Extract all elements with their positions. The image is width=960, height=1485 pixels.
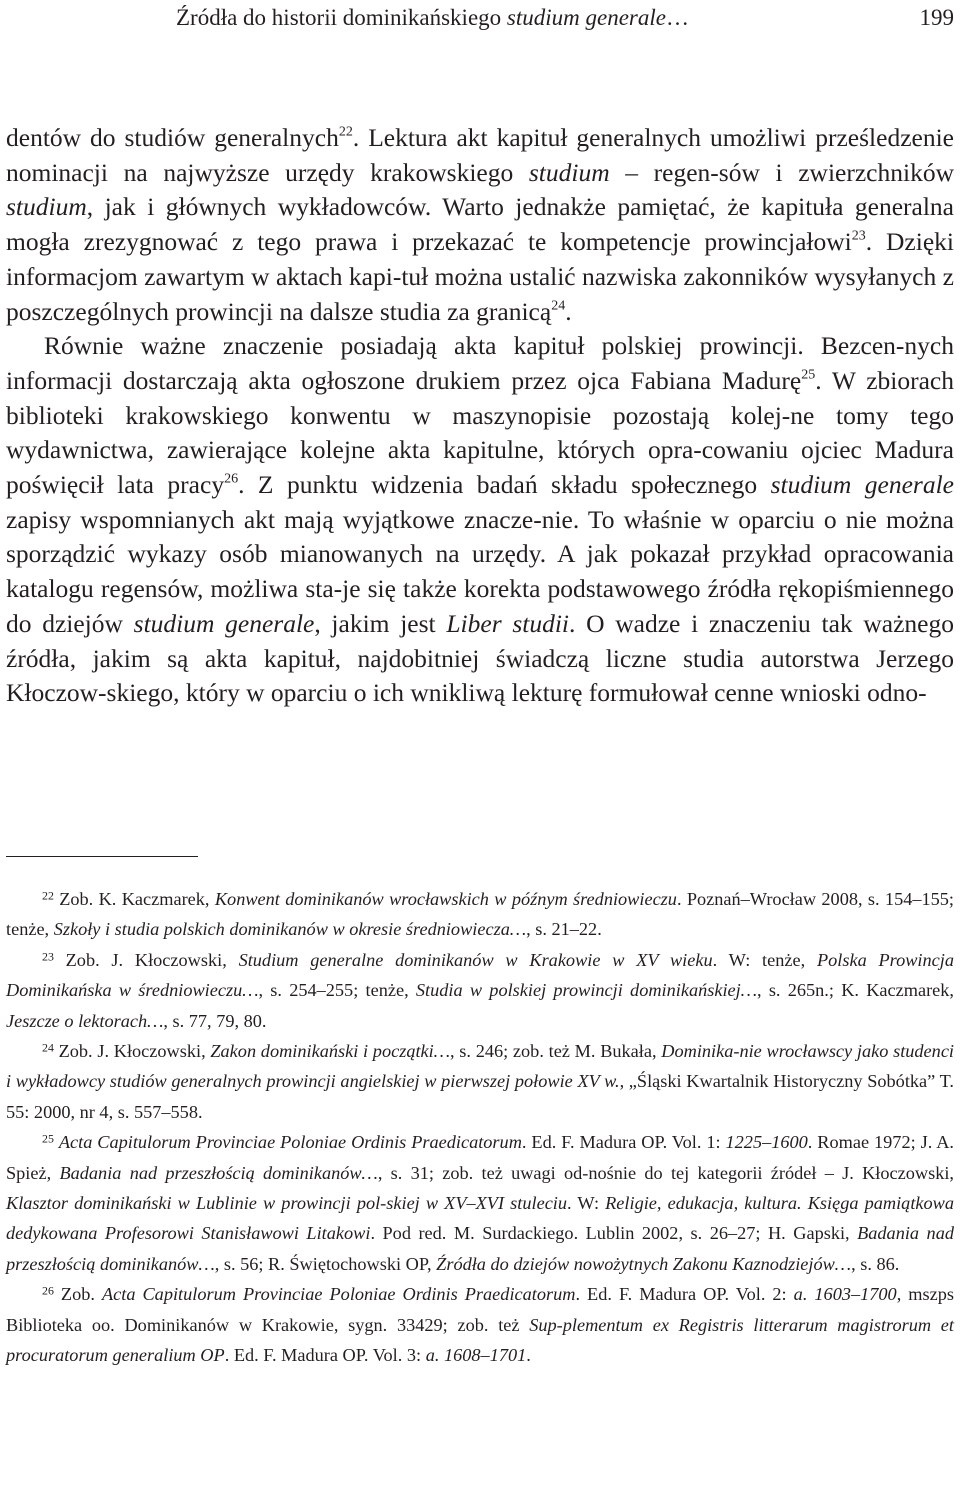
- footnote-26: $^{26}$ Zob. Acta Capitulorum Provinciae Poloniae Ordinis Praedicatorum. Ed. F. Madura OP. Vol. 2: a. 1603–1700, mszps Biblioteka oo. Dominikanów w Krakowie, sygn. 33429; zob. też Sup-plementum ex Registris litterarum magistrorum et procuratorum generalium OP. Ed. F. Madura OP. Vol. 3: a. 1608–1701.: [6, 1283, 954, 1366]
- footnote-ref-25[interactable]: 25: [801, 367, 816, 383]
- footnote-25: $^{25}$ Acta Capitulorum Provinciae Poloniae Ordinis Praedicatorum. Ed. F. Madura OP. Vol. 1: 1225–1600. Romae 1972; J. A. Spież, Badania nad przeszłością dominikanów…, s. 31; zob. też uwagi od-nośnie do tej kategorii źródeł – J. Kłoczowski, Klasztor dominikański w Lublinie w prowincji pol-skiej w XV–XVI stuleciu. W: Religie, edukacja, kultura. Księga pamiątkowa dedykowana Profesorowi Stanisławowi Litakowi. Pod red. M. Surdackiego. Lublin 2002, s. 26–27; H. Gapski, Badania nad przeszłością dominikanów…, s. 56; R. Świętochowski OP, Źródła do dziejów nowożytnych Zakonu Kaznodziejów…, s. 86.: [6, 1131, 954, 1274]
- paragraph-1: dentów do studiów generalnych$^{22}$. Lektura akt kapituł generalnych umożliwi prześledzenie nominacji na najwyższe urzędy krakowskiego studium – regen-sów i zwierzchników studium, jak i głównych wykładowców. Warto jednakże pamiętać, że kapituła generalna mogła zrezygnować z tego prawa i przekazać te kompetencje prowincjałowi$^{23}$. Dzięki informacjom zawartym w aktach kapi-tuł można ustalić nazwiska zakonników wysyłanych z poszczególnych prowincji na dalsze studia za granicą$^{24}$.: [6, 123, 955, 326]
- running-title: Źródła do historii dominikańskiego studium generale…: [176, 5, 689, 30]
- paragraph-2: Równie ważne znaczenie posiadają akta kapituł polskiej prowincji. Bezcen-nych informacji dostarczają akta ogłoszone drukiem przez ojca Fabiana Madurę$^{25}$. W zbiorach biblioteki krakowskiego konwentu w maszynopisie pozostają kolej-ne tomy tego wydawnictwa, zawierające kolejne akta kapitulne, których opra-cowaniu ojciec Madura poświęcił lata pracy$^{26}$. Z punktu widzenia badań składu społecznego studium generale zapisy wspomnianych akt mają wyjątkowe znacze-nie. To właśnie w oparciu o nie można sporządzić wykazy osób mianowanych na urzędy. A jak pokazał przykład opracowania katalogu regensów, możliwa sta-je się także korekta podstawowego źródła rękopiśmiennego do dziejów studium generale, jakim jest Liber studii. O wadze i znaczeniu tak ważnego źródła, jakim są akta kapituł, najdobitniej świadczą liczne studia autorstwa Jerzego Kłoczow-skiego, który w oparciu o ich wnikliwą lekturę formułował cenne wnioski odno-: [6, 331, 954, 708]
- footnote-24: $^{24}$ Zob. J. Kłoczowski, Zakon dominikański i początki…, s. 246; zob. też M. Bukała, Dominika-nie wrocławscy jako studenci i wykładowcy studiów generalnych prowincji angielskiej w pierwszej połowie XV w., „Śląski Kwartalnik Historyczny Sobótka” T. 55: 2000, nr 4, s. 557–558.: [6, 1040, 955, 1122]
- footnote-separator: [6, 856, 198, 857]
- running-head: [6, 2, 954, 34]
- footnote-ref-26[interactable]: 26: [224, 471, 239, 487]
- footnote-number: 23: [42, 949, 54, 964]
- footnote-22: $^{22}$ Zob. K. Kaczmarek, Konwent dominikanów wrocławskich w późnym średniowieczu. Poznań–Wrocław 2008, s. 154–155; tenże, Szkoły i studia polskich dominikanów w okresie średniowiecza…, s. 21–22.: [6, 888, 954, 940]
- footnote-number: 22: [42, 888, 54, 903]
- footnote-ref-24[interactable]: 24: [551, 298, 566, 313]
- footnote-number: 25: [42, 1131, 54, 1146]
- main-text: [6, 121, 954, 711]
- footnote-ref-23[interactable]: 23: [851, 228, 866, 244]
- footnote-ref-22[interactable]: 22: [338, 124, 353, 140]
- page-number: 199: [919, 5, 954, 30]
- footnote-number: 26: [42, 1283, 54, 1298]
- footnotes: [6, 884, 954, 1371]
- footnote-number: 24: [42, 1040, 54, 1055]
- footnote-23: $^{23}$ Zob. J. Kłoczowski, Studium generalne dominikanów w Krakowie w XV wieku. W: tenże, Polska Prowincja Dominikańska w średniowieczu…, s. 254–255; tenże, Studia w polskiej prowincji dominikańskiej…, s. 265n.; K. Kaczmarek, Jeszcze o lektorach…, s. 77, 79, 80.: [6, 949, 955, 1031]
